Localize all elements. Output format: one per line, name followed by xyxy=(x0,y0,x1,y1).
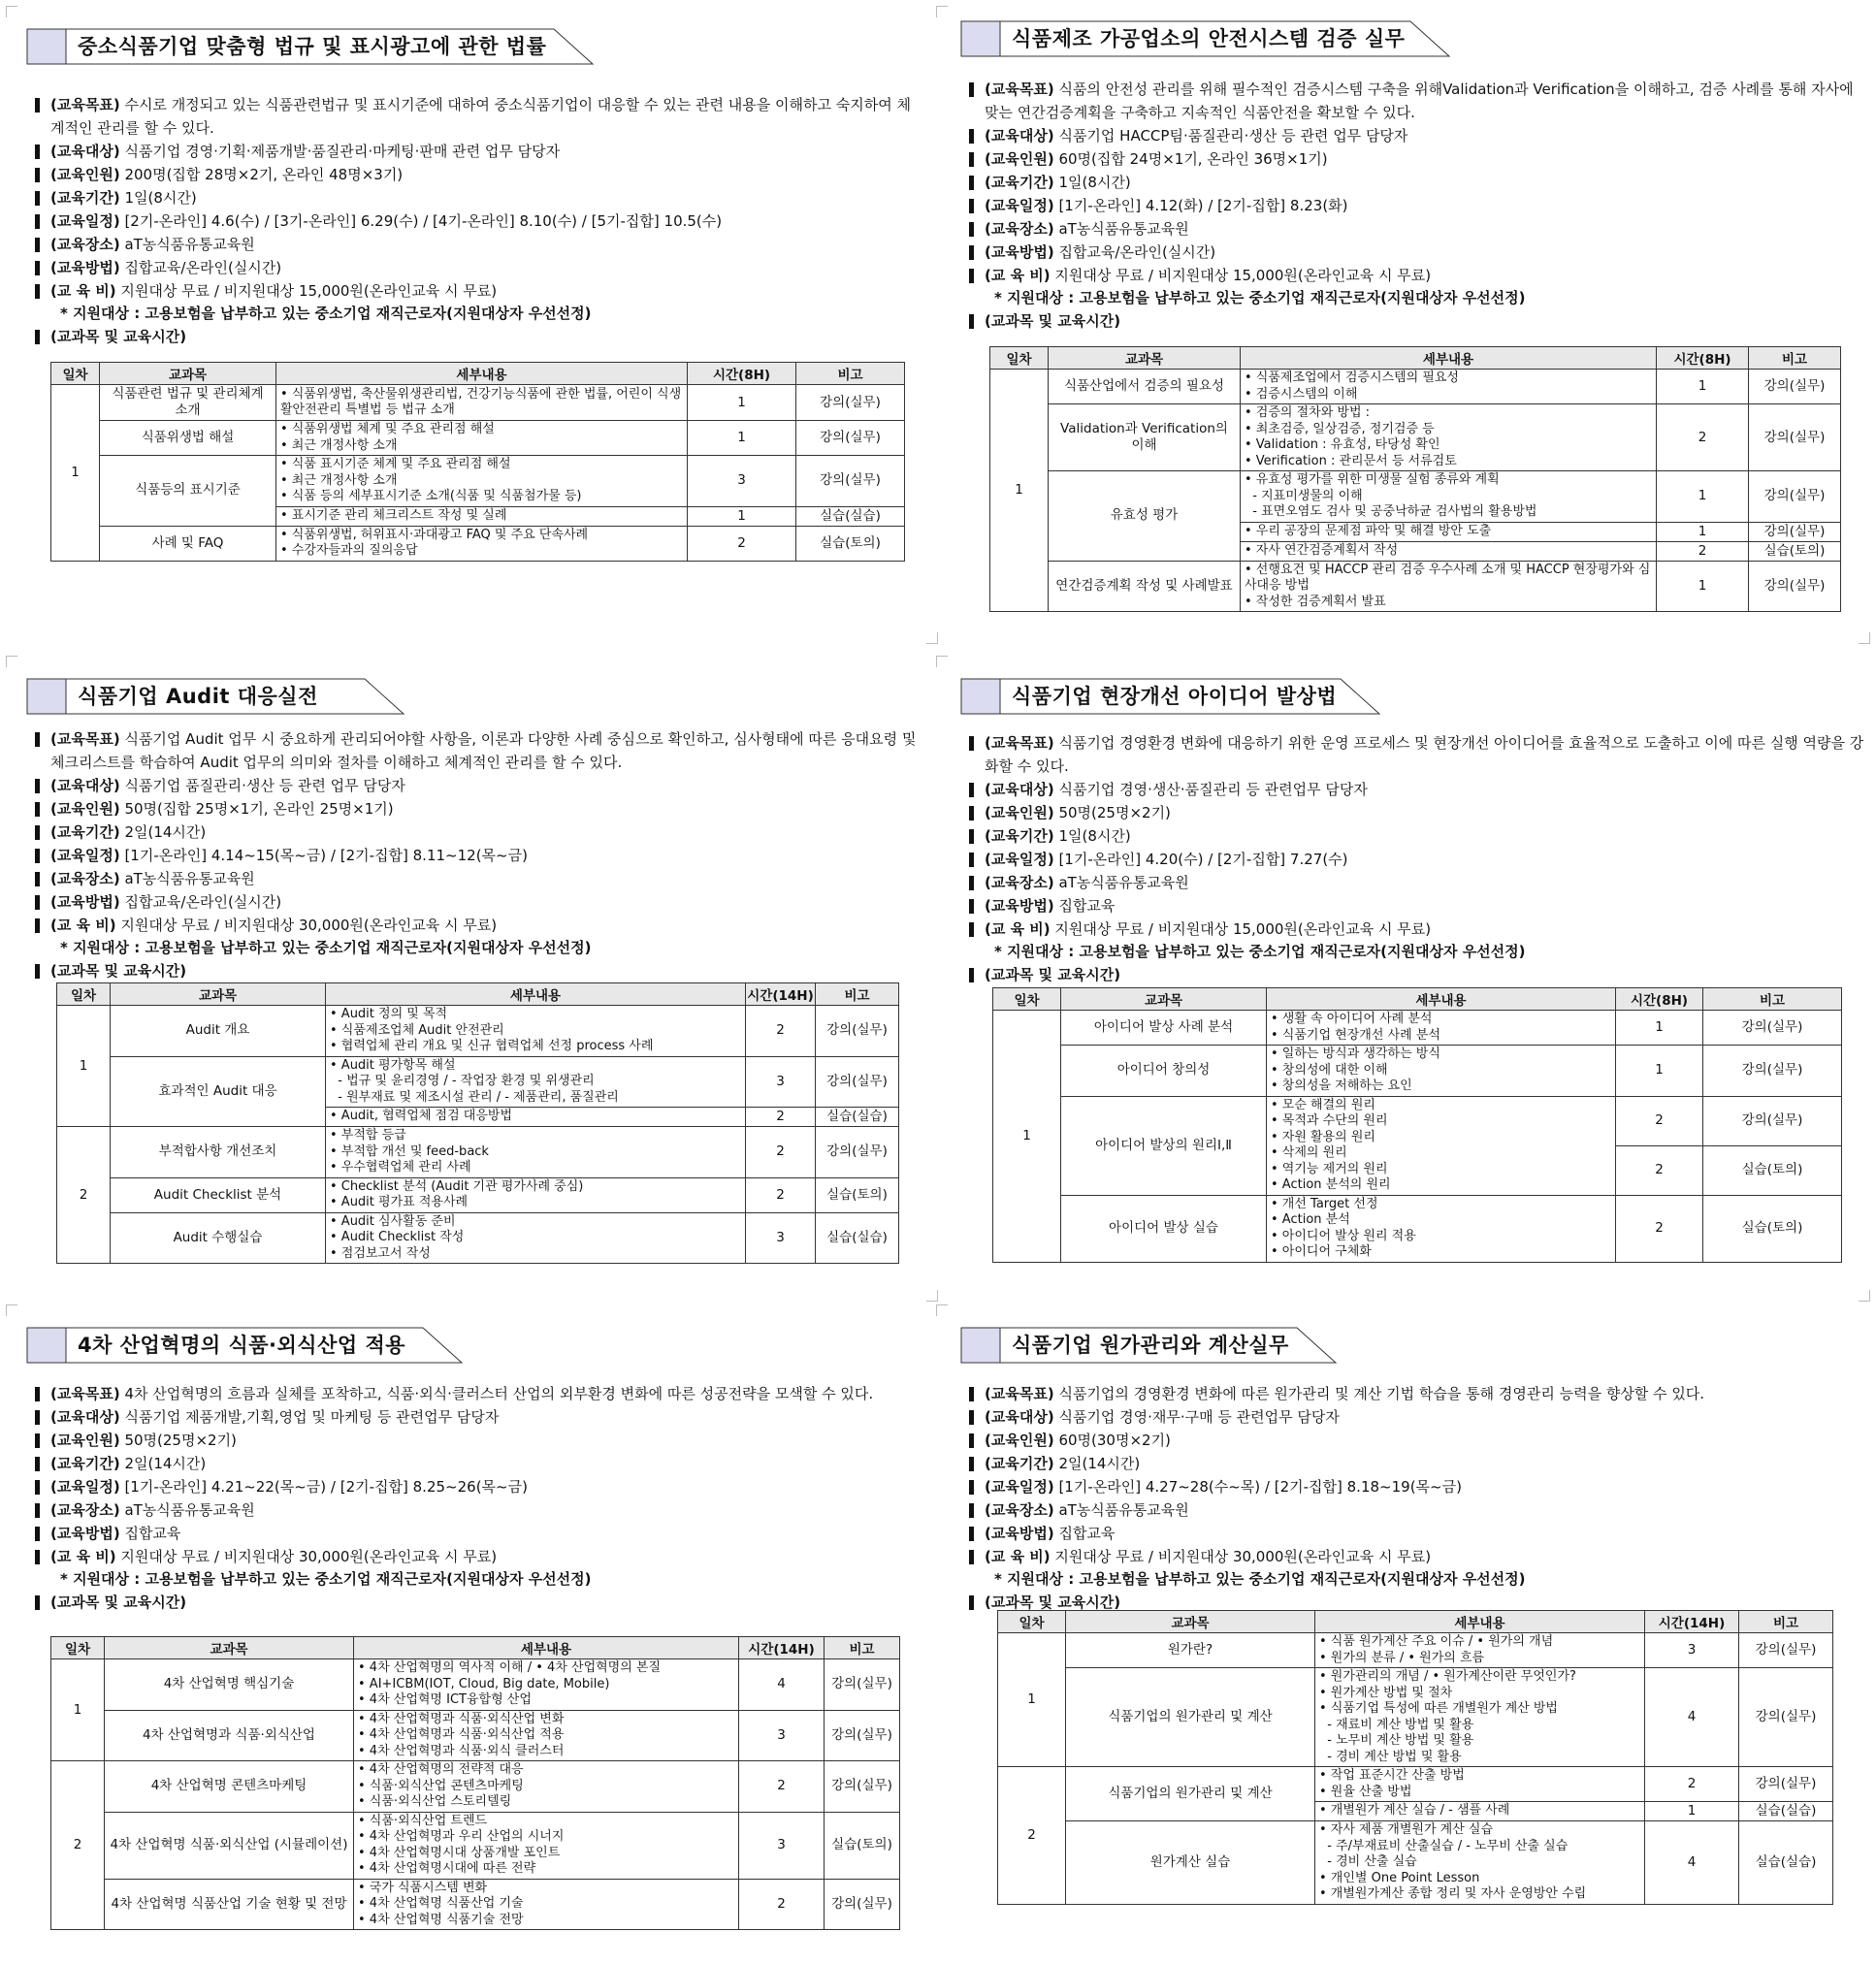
info-line-headcount: (교육인원) 200명(집합 28명×2기, 온라인 48명×3기) xyxy=(31,163,933,186)
info-line-fee: (교 육 비) 지원대상 무료 / 비지원대상 30,000원(온라인교육 시 무료) xyxy=(965,1545,1867,1568)
info-line-headcount: (교육인원) 50명(집합 25명×1기, 온라인 25명×1기) xyxy=(31,797,933,821)
info-line-goal: (교육목표) 수시로 개정되고 있는 식품관련법규 및 표시기준에 대하여 중소식품기업이 대응할 수 있는 관련 내용을 이해하고 숙지하여 체계적인 관리를 할 수 있다. xyxy=(31,93,923,140)
curriculum-table xyxy=(992,987,1842,1263)
table-row: 4차 산업혁명 식품·외식산업 (시뮬레이션) • 식품·외식산업 트렌드 • 4차 산업혁명과 우리 산업의 시너지 • 4차 산업혁명시대 상품개발 포인트 • 4차 산업혁명시대에 따른 전략 3 실습(토의) xyxy=(51,1812,900,1879)
info-line-headcount: (교육인원) 60명(30명×2기) xyxy=(965,1429,1867,1452)
table-row: 4차 산업혁명과 식품·외식산업 • 4차 산업혁명과 식품·외식산업 변화 • 4차 산업혁명과 식품·외식산업 적용 • 4차 산업혁명과 식품·외식 클러스터 3 강의(실무) xyxy=(51,1710,900,1761)
table-header-row: 일차 교과목 세부내용 시간(8H) 비고 xyxy=(993,988,1842,1011)
table-row: 2 실습(토의) xyxy=(993,1145,1842,1195)
info-line-curriculum: (교과목 및 교육시간) xyxy=(31,1591,933,1614)
table-header-row: 일차 교과목 세부내용 시간(8H) 비고 xyxy=(51,363,905,385)
course-title: 중소식품기업 맞춤형 법규 및 표시광고에 관한 법률 xyxy=(78,35,547,58)
support-note: * 지원대상 : 고용보험을 납부하고 있는 중소기업 재직근로자(지원대상자 우선선정) xyxy=(60,939,592,956)
info-line-place: (교육장소) aT농식품유통교육원 xyxy=(31,1498,933,1522)
table-header-row: 일차 교과목 세부내용 시간(14H) 비고 xyxy=(57,983,899,1006)
info-line-schedule: (교육일정) [2기-온라인] 4.6(수) / [3기-온라인] 6.29(수) / [4기-온라인] 8.10(수) / [5기-집합] 10.5(수) xyxy=(31,209,933,233)
info-line-method: (교육방법) 집합교육 xyxy=(965,1522,1867,1545)
table-row: 식품등의 표시기준 • 식품 표시기준 체계 및 주요 관리점 해설 • 최근 개정사항 소개 • 식품 등의 세부표시기준 소개(식품 및 식품첨가물 등) 3 강의(실무) xyxy=(51,456,905,507)
table-row: 유효성 평가 • 유효성 평가를 위한 미생물 실험 종류와 계획 - 지표미생물의 이해 - 표면오염도 검사 및 공중낙하균 검사법의 활용방법 1 강의(실무) xyxy=(990,471,1841,523)
course-title-banner xyxy=(25,1320,598,1367)
table-row: 식품위생법 해설 • 식품위생법 체계 및 주요 관리점 해설 • 최근 개정사항 소개 1 강의(실무) xyxy=(51,421,905,456)
course-page-2 xyxy=(955,10,1876,653)
info-line-goal: (교육목표) 식품의 안전성 관리를 위해 필수적인 검증시스템 구축을 위해Validation과 Verification을 이해하고, 검증 사례를 통해 자사에 맞는 연간검증계획을 구축하고 지속적인 식품안전을 확보할 수 있다. xyxy=(965,78,1867,124)
info-line-schedule: (교육일정) [1기-온라인] 4.14~15(목~금) / [2기-집합] 8.11~12(목~금) xyxy=(31,844,933,867)
info-line-target: (교육대상) 식품기업 경영·재무·구매 등 관련업무 담당자 xyxy=(965,1405,1867,1429)
table-row: • 자사 연간검증계획서 작성 2 실습(토의) xyxy=(990,541,1841,561)
info-line-period: (교육기간) 2일(14시간) xyxy=(31,821,933,844)
course-title: 식품제조 가공업소의 안전시스템 검증 실무 xyxy=(1012,27,1406,50)
support-note: * 지원대상 : 고용보험을 납부하고 있는 중소기업 재직근로자(지원대상자 우선선정) xyxy=(994,1570,1526,1588)
curriculum-table xyxy=(997,1610,1833,1905)
info-line-period: (교육기간) 2일(14시간) xyxy=(965,1452,1867,1475)
course-title: 식품기업 원가관리와 계산실무 xyxy=(1012,1334,1289,1357)
crop-mark xyxy=(6,656,17,667)
table-header-row: 일차 교과목 세부내용 시간(8H) 비고 xyxy=(990,347,1841,370)
info-line-curriculum: (교과목 및 교육시간) xyxy=(31,325,933,348)
support-note: * 지원대상 : 고용보험을 납부하고 있는 중소기업 재직근로자(지원대상자 우선선정) xyxy=(60,1570,592,1588)
info-line-method: (교육방법) 집합교육/온라인(실시간) xyxy=(965,241,1867,264)
course-title-banner xyxy=(25,21,598,68)
table-row: Audit Checklist 분석 • Checklist 분석 (Audit 기관 평가사례 중심) • Audit 평가표 적용사례 2 실습(토의) xyxy=(57,1177,899,1212)
info-line-target: (교육대상) 식품기업 품질관리·생산 등 관련 업무 담당자 xyxy=(31,774,933,797)
info-line-goal: (교육목표) 식품기업의 경영환경 변화에 따른 원가관리 및 계산 기법 학습을 통해 경영관리 능력을 향상할 수 있다. xyxy=(965,1382,1867,1405)
course-info-list xyxy=(965,78,1867,333)
table-row: 1 원가란? • 식품 원가계산 주요 이슈 / • 원가의 개념 • 원가의 분류 / • 원가의 흐름 3 강의(실무) xyxy=(998,1633,1833,1668)
course-page-3 xyxy=(21,667,943,1310)
table-row: Validation과 Verification의 이해 • 검증의 절차와 방법 : • 최초검증, 일상검증, 정기검증 등 • Validation : 유효성, 타당성 확인 • Verification : 관리문서 등 서류검토 2 강의(실무) xyxy=(990,404,1841,471)
crop-mark xyxy=(6,1304,17,1316)
table-header-row: 일차 교과목 세부내용 시간(14H) 비고 xyxy=(998,1611,1833,1633)
crop-mark xyxy=(936,6,948,17)
course-info-list xyxy=(31,1382,933,1614)
table-row: • 개별원가 계산 실습 / - 샘플 사례 1 실습(실습) xyxy=(998,1802,1833,1821)
info-line-fee: (교 육 비) 지원대상 무료 / 비지원대상 15,000원(온라인교육 시 무료) xyxy=(31,279,933,303)
course-title-banner xyxy=(25,671,598,718)
info-line-method: (교육방법) 집합교육/온라인(실시간) xyxy=(31,890,933,914)
table-row: 식품기업의 원가관리 및 계산 • 원가관리의 개념 / • 원가계산이란 무엇인가? • 원가계산 방법 및 절차 • 식품기업 특성에 따른 개별원가 계산 방법 - 재료비 계산 방법 및 활용 - 노무비 계산 방법 및 활용 - 경비 계산 방법 및 활용 4 강의(실무) xyxy=(998,1668,1833,1767)
curriculum-table xyxy=(989,346,1841,612)
table-row: 효과적인 Audit 대응 • Audit 평가항목 해설 - 법규 및 윤리경영 / - 작업장 환경 및 위생관리 - 원부재료 및 제조시설 관리 / - 제품관리, 품질관리 3 강의(실무) xyxy=(57,1056,899,1108)
course-page-6 xyxy=(955,1316,1876,1959)
info-line-headcount: (교육인원) 50명(25명×2기) xyxy=(31,1429,933,1452)
table-row: 사례 및 FAQ • 식품위생법, 허위표시·과대광고 FAQ 및 주요 단속사례 • 수강자들과의 질의응답 2 실습(토의) xyxy=(51,526,905,561)
table-row: 2 식품기업의 원가관리 및 계산 • 작업 표준시간 산출 방법 • 원율 산출 방법 2 강의(실무) xyxy=(998,1767,1833,1802)
curriculum-table xyxy=(56,982,899,1264)
table-row: • 표시기준 관리 체크리스트 작성 및 실례 1 실습(실습) xyxy=(51,506,905,526)
info-line-place: (교육장소) aT농식품유통교육원 xyxy=(965,217,1867,241)
info-line-period: (교육기간) 1일(8시간) xyxy=(31,186,933,209)
crop-mark xyxy=(936,656,948,667)
info-line-curriculum: (교과목 및 교육시간) xyxy=(965,1591,1867,1614)
table-row: Audit 수행실습 • Audit 심사활동 준비 • Audit Checklist 작성 • 점검보고서 작성 3 실습(실습) xyxy=(57,1212,899,1264)
info-line-goal: (교육목표) 4차 산업혁명의 흐름과 실체를 포착하고, 식품·외식·클러스터 산업의 외부환경 변화에 따른 성공전략을 모색할 수 있다. xyxy=(31,1382,928,1405)
info-line-target: (교육대상) 식품기업 제품개발,기획,영업 및 마케팅 등 관련업무 담당자 xyxy=(31,1405,933,1429)
table-row: 1 Audit 개요 • Audit 정의 및 목적 • 식품제조업체 Audit 안전관리 • 협력업체 관리 개요 및 신규 협력업체 선정 process 사례 2 강의(실무) xyxy=(57,1006,899,1057)
info-line-target: (교육대상) 식품기업 HACCP팀·품질관리·생산 등 관련 업무 담당자 xyxy=(965,124,1867,147)
table-row: 아이디어 발상 실습 • 개선 Target 선정 • Action 분석 • 아이디어 발상 원리 적용 • 아이디어 구체화 2 실습(토의) xyxy=(993,1195,1842,1262)
curriculum-table xyxy=(50,362,905,562)
info-line-target: (교육대상) 식품기업 경영·생산·품질관리 등 관련업무 담당자 xyxy=(965,778,1867,801)
info-line-place: (교육장소) aT농식품유통교육원 xyxy=(965,871,1867,894)
course-info-list xyxy=(31,93,933,348)
info-line-method: (교육방법) 집합교육 xyxy=(965,894,1867,918)
course-title-banner xyxy=(959,671,1532,718)
course-info-list xyxy=(965,1382,1867,1614)
table-row: 1 4차 산업혁명 핵심기술 • 4차 산업혁명의 역사적 이해 / • 4차 산업혁명의 본질 • AI+ICBM(IOT, Cloud, Big date, Mobile) • 4차 산업혁명 ICT융합형 산업 4 강의(실무) xyxy=(51,1659,900,1711)
table-row: 1 식품관련 법규 및 관리체계 소개 • 식품위생법, 축산물위생관리법, 건강기능식품에 관한 법률, 어린이 식생활안전관리 특별법 등 법규 소개 1 강의(실무) xyxy=(51,385,905,421)
crop-mark xyxy=(926,1290,938,1302)
table-row: 아이디어 창의성 • 일하는 방식과 생각하는 방식 • 창의성에 대한 이해 • 창의성을 저해하는 요인 1 강의(실무) xyxy=(993,1046,1842,1097)
table-row: 원가계산 실습 • 자사 제품 개별원가 계산 실습 - 주/부재료비 산출실습 / - 노무비 산출 실습 - 경비 산출 실습 • 개인별 One Point Lesson • 개별원가계산 종합 정리 및 자사 운영방안 수립 4 실습(실습) xyxy=(998,1821,1833,1905)
course-title-banner xyxy=(959,14,1532,60)
table-row: • 우리 공장의 문제점 파악 및 해결 방안 도출 1 강의(실무) xyxy=(990,522,1841,541)
table-row: 1 아이디어 발상 사례 분석 • 생활 속 아이디어 사례 분석 • 식품기업 현장개선 사례 분석 1 강의(실무) xyxy=(993,1011,1842,1046)
support-note: * 지원대상 : 고용보험을 납부하고 있는 중소기업 재직근로자(지원대상자 우선선정) xyxy=(994,289,1526,306)
table-row: 1 식품산업에서 검증의 필요성 • 식품제조업에서 검증시스템의 필요성 • 검증시스템의 이해 1 강의(실무) xyxy=(990,370,1841,404)
info-line-period: (교육기간) 1일(8시간) xyxy=(965,824,1867,848)
table-row: 2 4차 산업혁명 콘텐츠마케팅 • 4차 산업혁명의 전략적 대응 • 식품·외식산업 콘텐츠마케팅 • 식품·외식산업 스토리텔링 2 강의(실무) xyxy=(51,1761,900,1813)
info-line-fee: (교 육 비) 지원대상 무료 / 비지원대상 15,000원(온라인교육 시 무료) xyxy=(965,918,1867,941)
course-title-banner xyxy=(959,1320,1532,1367)
table-row: • Audit, 협력업체 점검 대응방법 2 실습(실습) xyxy=(57,1108,899,1127)
course-title: 4차 산업혁명의 식품·외식산업 적용 xyxy=(78,1334,406,1357)
info-line-method: (교육방법) 집합교육 xyxy=(31,1522,933,1545)
info-line-headcount: (교육인원) 50명(25명×2기) xyxy=(965,801,1867,824)
info-line-fee: (교 육 비) 지원대상 무료 / 비지원대상 30,000원(온라인교육 시 무료) xyxy=(31,1545,933,1568)
info-line-headcount: (교육인원) 60명(집합 24명×1기, 온라인 36명×1기) xyxy=(965,147,1867,171)
info-line-goal: (교육목표) 식품기업 Audit 업무 시 중요하게 관리되어야할 사항을, 이론과 다양한 사례 중심으로 확인하고, 심사형태에 따른 응대요령 및 체크리스트를 학습하여 Audit 업무의 의미와 절차를 이해하고 체계적인 관리를 할 수 있다. xyxy=(31,727,928,774)
curriculum-table xyxy=(50,1636,900,1930)
table-row: 연간검증계획 작성 및 사례발표 • 선행요건 및 HACCP 관리 검증 우수사례 소개 및 HACCP 현장평가와 심사대응 방법 • 작성한 검증계획서 발표 1 강의(실무) xyxy=(990,561,1841,612)
info-line-place: (교육장소) aT농식품유통교육원 xyxy=(965,1498,1867,1522)
crop-mark xyxy=(1859,1290,1870,1302)
info-line-place: (교육장소) aT농식품유통교육원 xyxy=(31,233,933,256)
info-line-curriculum: (교과목 및 교육시간) xyxy=(965,309,1867,333)
info-line-place: (교육장소) aT농식품유통교육원 xyxy=(31,867,933,890)
info-line-fee: (교 육 비) 지원대상 무료 / 비지원대상 30,000원(온라인교육 시 무료) xyxy=(31,914,933,937)
crop-mark xyxy=(926,632,938,644)
info-line-target: (교육대상) 식품기업 경영·기획·제품개발·품질관리·마케팅·판매 관련 업무 담당자 xyxy=(31,140,933,163)
info-line-period: (교육기간) 2일(14시간) xyxy=(31,1452,933,1475)
info-line-schedule: (교육일정) [1기-온라인] 4.27~28(수~목) / [2기-집합] 8.18~19(목~금) xyxy=(965,1475,1867,1498)
table-row: 아이디어 발상의 원리Ⅰ,Ⅱ • 모순 해결의 원리 • 목적과 수단의 원리 • 자원 활용의 원리 • 삭제의 원리 • 역기능 제거의 원리 • Action 분석의 원리 2 강의(실무) xyxy=(993,1096,1842,1145)
table-row: 4차 산업혁명 식품산업 기술 현황 및 전망 • 국가 식품시스템 변화 • 4차 산업혁명 식품산업 기술 • 4차 산업혁명 식품기술 전망 2 강의(실무) xyxy=(51,1879,900,1930)
info-line-fee: (교 육 비) 지원대상 무료 / 비지원대상 15,000원(온라인교육 시 무료) xyxy=(965,264,1867,287)
info-line-curriculum: (교과목 및 교육시간) xyxy=(965,963,1867,986)
course-title: 식품기업 현장개선 아이디어 발상법 xyxy=(1012,685,1338,708)
info-line-period: (교육기간) 1일(8시간) xyxy=(965,171,1867,194)
course-title: 식품기업 Audit 대응실전 xyxy=(78,685,318,708)
support-note: * 지원대상 : 고용보험을 납부하고 있는 중소기업 재직근로자(지원대상자 우선선정) xyxy=(60,305,592,322)
crop-mark xyxy=(936,1304,948,1316)
info-line-curriculum: (교과목 및 교육시간) xyxy=(31,959,933,982)
table-row: 2 부적합사항 개선조치 • 부적합 등급 • 부적합 개선 및 feed-back • 우수협력업체 관리 사례 2 강의(실무) xyxy=(57,1127,899,1178)
info-line-schedule: (교육일정) [1기-온라인] 4.20(수) / [2기-집합] 7.27(수) xyxy=(965,848,1867,871)
info-line-schedule: (교육일정) [1기-온라인] 4.21~22(목~금) / [2기-집합] 8.25~26(목~금) xyxy=(31,1475,933,1498)
info-line-schedule: (교육일정) [1기-온라인] 4.12(화) / [2기-집합] 8.23(화) xyxy=(965,194,1867,217)
support-note: * 지원대상 : 고용보험을 납부하고 있는 중소기업 재직근로자(지원대상자 우선선정) xyxy=(994,943,1526,960)
course-page-1 xyxy=(21,17,943,660)
table-header-row: 일차 교과목 세부내용 시간(14H) 비고 xyxy=(51,1637,900,1659)
crop-mark xyxy=(1859,632,1870,644)
info-line-goal: (교육목표) 식품기업 경영환경 변화에 대응하기 위한 운영 프로세스 및 현장개선 아이디어를 효율적으로 도출하고 이에 따른 실행 역량을 강화할 수 있다. xyxy=(965,731,1867,778)
course-info-list xyxy=(965,731,1867,986)
course-page-5 xyxy=(21,1316,943,1959)
course-info-list xyxy=(31,727,933,982)
info-line-method: (교육방법) 집합교육/온라인(실시간) xyxy=(31,256,933,279)
crop-mark xyxy=(6,6,17,17)
course-page-4 xyxy=(955,667,1876,1310)
